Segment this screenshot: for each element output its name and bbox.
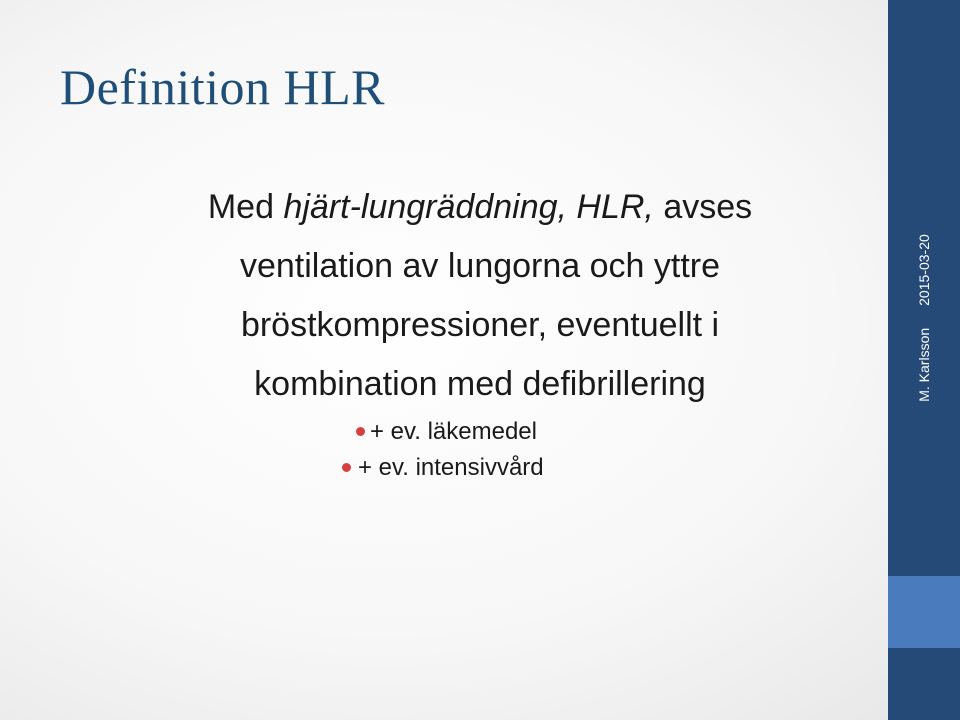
bullet-text: + ev. intensivvård bbox=[358, 454, 544, 481]
bullet-item bbox=[334, 450, 544, 486]
bullet-item bbox=[334, 414, 544, 450]
body-line-1-end: avses bbox=[653, 188, 753, 226]
body-line-1-start: Med bbox=[207, 188, 284, 226]
bullet-list bbox=[334, 414, 544, 486]
body-line-1 bbox=[100, 178, 860, 237]
body-line-3: bröstkompressioner, eventuellt i bbox=[240, 306, 720, 344]
footer-author: M. Karlsson bbox=[916, 327, 932, 402]
body-line-1-italic: hjärt-lungräddning, HLR, bbox=[283, 188, 654, 226]
sidebar-bottom-block bbox=[888, 648, 960, 720]
body-line-2: ventilation av lungorna och yttre bbox=[239, 247, 721, 285]
slide-body bbox=[100, 178, 860, 414]
side-footer bbox=[916, 234, 932, 402]
bullet-dot-icon bbox=[356, 427, 365, 436]
bullet-dot-icon bbox=[342, 463, 351, 472]
body-line-4: kombination med defibrillering bbox=[254, 365, 706, 403]
sidebar-accent-block bbox=[888, 576, 960, 648]
slide-title: Definition HLR bbox=[60, 59, 386, 115]
bullet-text: + ev. läkemedel bbox=[370, 418, 537, 445]
footer-date: 2015-03-20 bbox=[916, 234, 932, 306]
